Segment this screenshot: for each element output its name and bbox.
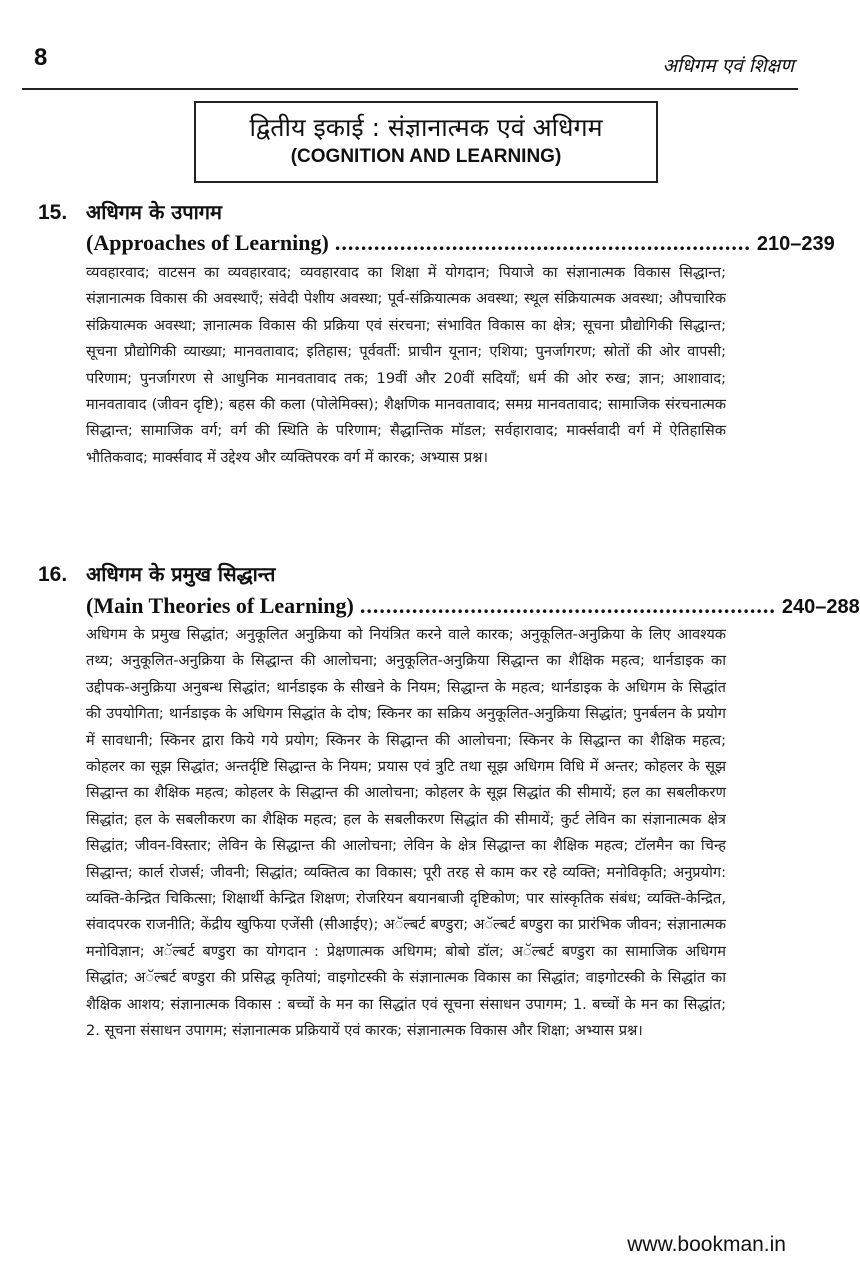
- chapter-topics: अधिगम के प्रमुख सिद्धांत; अनुकूलित अनुक्रिया को नियंत्रित करने वाले कारक; अनुकूलित-अनुक्रिया के लिए आवश्यक तथ्य; अनुकूलित-अनुक्रिया के सिद्धान्त की आलोचना; अनुकूलित-अनुक्रिया सिद्धान्त का शैक्षिक महत्व; थार्नडाइक का उद्दीपक-अनुक्रिया अनुबन्ध सिद्धांत; थार्नडाइक के सीखने के नियम; सिद्धान्त के महत्व; थार्नडाइक के अधिगम के सिद्धांत की उपयोगिता; थार्नडाइक के अधिगम सिद्धांत के दोष; स्किनर का सक्रिय अनुकूलित-अनुक्रिया सिद्धांत; पुनर्बलन के प्रयोग में सावधानी; स्किनर द्वारा किये गये प्रयोग; स्किनर के सिद्धान्त की आलोचना; स्किनर के सिद्धान्त का शैक्षिक महत्व; कोहलर का सूझ सिद्धांत; अन्तर्दृष्टि सिद्धान्त के नियम; प्रयास एवं त्रुटि तथा सूझ अधिगम विधि में अन्तर; कोहलर के सूझ सिद्धान्त का शैक्षिक महत्व; कोहलर के सिद्धान्त की आलोचना; कोहलर के सूझ सिद्धांत की सीमायें; हल का सबलीकरण सिद्धांत; हल के सबलीकरण का शैक्षिक महत्व; हल के सबलीकरण सिद्धांत की सीमायें; कुर्ट लेविन का संज्ञानात्मक क्षेत्र सिद्धांत; जीवन-विस्तार; लेविन के सिद्धान्त की आलोचना; लेविन के क्षेत्र सिद्धान्त का शैक्षिक महत्व; टॉलमैन का चिन्ह सिद्धान्त; कार्ल रोजर्स; जीवनी; सिद्धांत; व्यक्तित्व का विकास; पूरी तरह से काम कर रहे व्यक्ति; मनोविकृति; अनुप्रयोग: व्यक्ति-केन्द्रित चिकित्सा; शिक्षार्थी केन्द्रित शिक्षण; रोजरियन बयानबाजी दृष्टिकोण; पार सांस्कृतिक संबंध; व्यक्ति-केन्द्रित, संवादपरक राजनीति; केंद्रीय खुफिया एजेंसी (सीआईए); अॅल्बर्ट बण्डुरा; अॅल्बर्ट बण्डुरा का प्रारंभिक जीवन; संज्ञानात्मक मनोविज्ञान; अॅल्बर्ट बण्डुरा का योगदान : प्रेक्षणात्मक अधिगम; बोबो डॉल; अॅल्बर्ट बण्डुरा का सामाजिक अधिगम सिद्धांत; अॅल्बर्ट बण्डुरा की प्रसिद्ध कृतियां; वाइगोटस्की के संज्ञानात्मक विकास का सिद्धांत; वाइगोटस्की के सिद्धांत का शैक्षिक आशय; संज्ञानात्मक विकास : बच्चों के मन का सिद्धांत एवं सूचना संसाधन उपागम; 1. बच्चों के मन का सिद्धांत; 2. सूचना संसाधन उपागम; संज्ञानात्मक प्रक्रियायें एवं कारक; संज्ञानात्मक विकास और शिक्षा; अभ्यास प्रश्न।: [86, 626, 726, 1040]
- header-rule: [22, 88, 798, 90]
- unit-title-box: [194, 101, 658, 183]
- chapter-heading: [38, 198, 222, 225]
- footer-website: www.bookman.in: [627, 1233, 786, 1256]
- chapter-heading: [38, 560, 275, 587]
- chapter-title-english: (Main Theories of Learning): [86, 593, 354, 618]
- unit-title-english: (COGNITION AND LEARNING): [290, 146, 562, 167]
- chapter-pages: 210–239: [756, 233, 835, 255]
- chapter-english-line: [86, 593, 860, 619]
- page-number: 8: [34, 44, 48, 71]
- chapter-title-hindi: अधिगम के प्रमुख सिद्धान्त: [86, 562, 276, 586]
- running-title: अधिगम एवं शिक्षण: [662, 55, 794, 77]
- chapter-pages: 240–288: [781, 596, 860, 618]
- chapter-topics: व्यवहारवाद; वाटसन का व्यवहारवाद; व्यवहारवाद का शिक्षा में योगदान; पियाजे का संज्ञानात्मक विकास सिद्धान्त; संज्ञानात्मक विकास की अवस्थाएँ; संवेदी पेशीय अवस्था; पूर्व-संक्रियात्मक अवस्था; स्थूल संक्रियात्मक अवस्था; औपचारिक संक्रियात्मक अवस्था; ज्ञानात्मक विकास की प्रक्रिया एवं संरचना; संभावित विकास का क्षेत्र; सूचना प्रौद्योगिकी सिद्धान्त; सूचना प्रौद्योगिकी व्याख्या; मानवतावाद; इतिहास; पूर्ववर्ती: प्राचीन यूनान; एशिया; पुनर्जागरण; स्रोतों की ओर वापसी; परिणाम; पुनर्जागरण से आधुनिक मानवतावाद तक; 19वीं और 20वीं सदियाँ; धर्म की ओर रुख; ज्ञान; आशावाद; मानवतावाद (जीवन दृष्टि); बहस की कला (पोलेमिक्स); शैक्षणिक मानवतावाद; समग्र मानवतावाद; सामाजिक संरचनात्मक सिद्धान्त; सामाजिक वर्ग; वर्ग की स्थिति के परिणाम; सैद्धान्तिक मॉडल; सर्वहारावाद; मार्क्सवादी वर्ग में ऐतिहासिक भौतिकवाद; मार्क्सवाद में उद्देश्य और व्यक्तिपरक वर्ग में कारक; अभ्यास प्रश्न।: [86, 264, 726, 466]
- chapter-english-line: [86, 230, 835, 256]
- leader-dots: ................................................................: [334, 230, 751, 255]
- chapter-title-hindi: अधिगम के उपागम: [86, 200, 222, 224]
- chapter-number: 16.: [38, 563, 68, 586]
- unit-title-hindi: द्वितीय इकाई : संज्ञानात्मक एवं अधिगम: [249, 113, 603, 142]
- chapter-number: 15.: [38, 201, 68, 224]
- leader-dots: ................................................................: [359, 593, 776, 618]
- chapter-title-english: (Approaches of Learning): [86, 230, 329, 255]
